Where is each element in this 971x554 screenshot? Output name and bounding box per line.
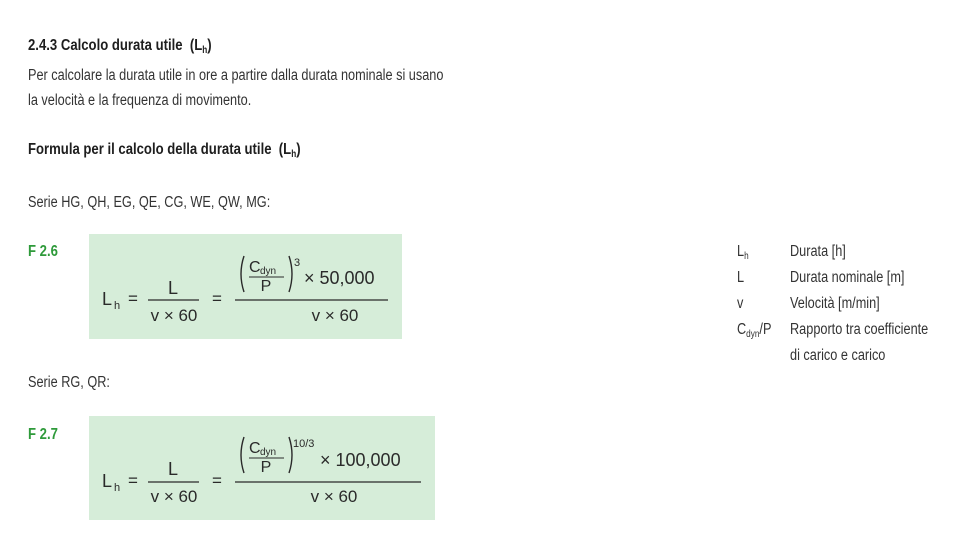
formula-ratio-num: C — [249, 440, 261, 457]
formula-paren-right — [289, 256, 292, 292]
intro-line-2: la velocità e la frequenza di movimento. — [28, 92, 252, 109]
formula-ratio-den: P — [260, 459, 272, 476]
legend-desc: Velocità [m/min] — [790, 295, 880, 312]
section-heading: 2.4.3 Calcolo durata utile $(L_h)$ — [28, 37, 212, 56]
formula-exponent: 10/3 — [293, 438, 315, 450]
formula-eq-1: = — [128, 289, 138, 308]
formula-paren-left — [241, 256, 244, 292]
formula-lhs: L — [102, 471, 113, 491]
formula-eq-2: = — [212, 289, 222, 308]
formula-svg — [89, 416, 435, 520]
intro-line-1: Per calcolare la durata utile in ore a partire dalla durata nominale si usano — [28, 67, 444, 84]
legend-symbol: L — [737, 269, 745, 286]
formula-ratio-num-sub: dyn — [260, 447, 277, 458]
formula-lhs-sub: h — [114, 300, 121, 312]
formula-frac1-num: L — [167, 459, 179, 479]
formula-heading-symbol: L — [283, 141, 292, 158]
section-title: Calcolo durata utile — [60, 37, 183, 54]
legend-symbol: $C_{dyn}/P$ — [737, 321, 772, 340]
formula-ratio-num: C — [249, 259, 261, 276]
formula-svg — [89, 234, 402, 339]
formula-heading-text: Formula per il calcolo della durata utile — [28, 141, 272, 158]
formula-id: F 2.6 — [28, 243, 58, 260]
section-symbol-sub: h — [202, 45, 208, 56]
formula-ratio-num-sub: dyn — [260, 266, 277, 277]
formula-frac1-den: v × 60 — [150, 487, 198, 506]
legend-desc-line-2: di carico e carico — [790, 347, 886, 364]
series-label: Serie HG, QH, EG, QE, CG, WE, QW, MG: — [28, 194, 271, 211]
section-number: 2.4.3 — [28, 37, 58, 54]
formula-paren-right — [289, 437, 292, 473]
formula-frac2-den: v × 60 — [310, 487, 358, 506]
formula-exponent: 3 — [294, 257, 301, 269]
legend-desc: Durata [h] — [790, 243, 846, 260]
section-symbol: L — [194, 37, 203, 54]
formula-frac1-den: v × 60 — [150, 306, 198, 325]
formula-ratio-den: P — [260, 278, 272, 295]
intro-paragraph — [28, 63, 443, 113]
formula-heading-symbol-sub: h — [291, 149, 297, 160]
series-label: Serie RG, QR: — [28, 374, 110, 391]
legend-desc: Durata nominale [m] — [790, 269, 905, 286]
legend-symbol: $L_h$ — [737, 243, 749, 262]
formula-frac1-num: L — [167, 278, 179, 298]
formula-multiplier: × 100,000 — [320, 450, 401, 470]
formula-lhs: L — [102, 289, 113, 309]
legend-symbol: v — [737, 295, 744, 312]
formula-box — [89, 234, 402, 339]
formula-lhs-sub: h — [114, 482, 121, 494]
formula-id: F 2.7 — [28, 426, 58, 443]
formula-paren-left — [241, 437, 244, 473]
formula-box — [89, 416, 435, 520]
formula-multiplier: × 50,000 — [304, 268, 375, 288]
legend-desc: Rapporto tra coefficiente — [790, 321, 929, 338]
formula-eq-2: = — [212, 471, 222, 490]
formula-frac2-den: v × 60 — [311, 306, 359, 325]
formula-eq-1: = — [128, 471, 138, 490]
formula-heading: Formula per il calcolo della durata utile $(L_h)$ — [28, 141, 301, 160]
